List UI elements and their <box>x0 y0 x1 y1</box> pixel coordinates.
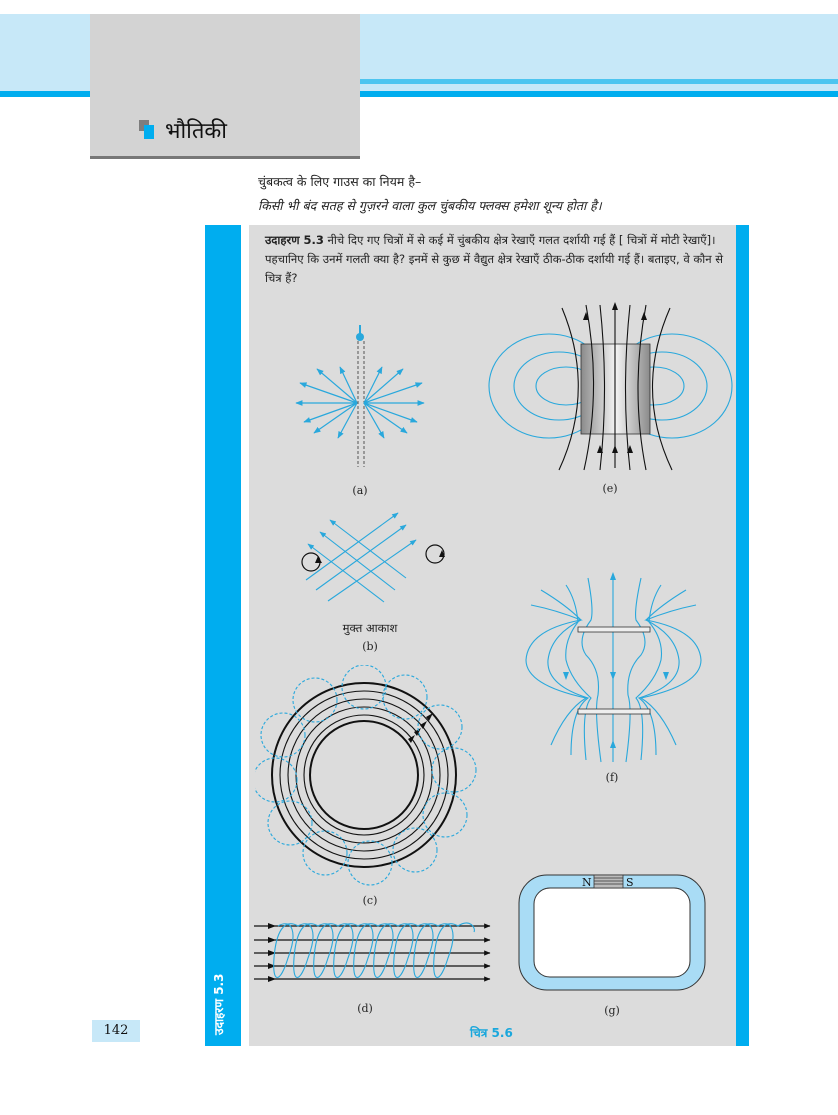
figure-e-caption: (e) <box>602 482 618 495</box>
example-side-label: उदाहरण 5.3 <box>212 973 226 1035</box>
figure-f-diagram <box>516 570 716 770</box>
south-pole-label: S <box>626 876 634 889</box>
header-accent-line <box>360 79 838 84</box>
example-text: नीचे दिए गए चित्रों में से कई में चुंबकीय क्षेत्र रेखाएँ गलत दर्शायी गई हैं [ चित्रों में मोटी रेखाएँ]। पहचानिए कि उनमें गलती क्या है? इनमें से कुछ में वैद्युत क्षेत्र रेखाएँ ठीक-ठीक दर्शायी गई हैं। बताइए, वे कौन से चित्र हैं? <box>265 233 724 285</box>
example-right-strip <box>736 225 749 1046</box>
page-number: 142 <box>92 1020 140 1042</box>
chapter-title: भौतिकी <box>165 119 227 144</box>
figure-d-diagram <box>252 918 492 988</box>
figure-f-caption: (f) <box>605 771 619 784</box>
square-bullet-icon-accent <box>144 125 154 139</box>
figure-c-caption: (c) <box>362 894 378 907</box>
example-question <box>265 231 727 288</box>
figure-c-diagram <box>255 665 480 890</box>
chapter-tab-rule <box>90 156 360 159</box>
gauss-law-statement: किसी भी बंद सतह से गुज़रने वाला कुल चुंबकीय फ्लक्स हमेशा शून्य होता है। <box>258 198 602 213</box>
figure-a-caption: (a) <box>352 484 368 497</box>
figure-a-diagram <box>280 325 460 475</box>
figure-d-caption: (d) <box>357 1002 373 1015</box>
figure-e-diagram <box>484 300 736 480</box>
example-label: उदाहरण 5.3 <box>265 233 324 247</box>
figure-b-sublabel: मुक्त आकाश <box>342 621 398 635</box>
figure-b-caption: (b) <box>362 640 378 653</box>
figure-g-diagram <box>518 874 708 994</box>
figure-g-caption: (g) <box>604 1004 620 1017</box>
north-pole-label: N <box>582 876 592 889</box>
example-side-bar <box>205 225 241 1046</box>
figure-b-diagram <box>298 510 448 605</box>
figure-title: चित्र 5.6 <box>470 1026 513 1040</box>
gauss-law-intro: चुंबकत्व के लिए गाउस का नियम है– <box>258 174 422 189</box>
